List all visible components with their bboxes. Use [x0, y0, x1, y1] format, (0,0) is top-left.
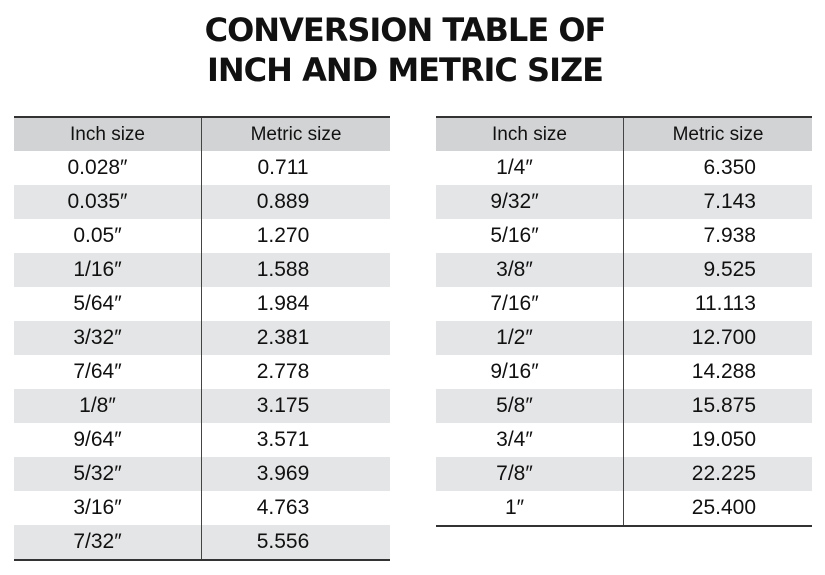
table-row — [436, 287, 812, 321]
table-row — [436, 151, 812, 185]
table-row — [436, 423, 812, 457]
metric-size-cell: 25.400 — [691, 496, 756, 519]
table-row — [436, 389, 812, 423]
table-header — [14, 116, 390, 151]
table-row — [436, 185, 812, 219]
inch-size-cell: 1″ — [436, 491, 624, 525]
metric-size-cell: 11.113 — [694, 292, 756, 315]
title-line-2: INCH AND METRIC SIZE — [206, 51, 604, 89]
table-bottom-rule — [436, 525, 812, 527]
table-body — [14, 151, 390, 559]
metric-size-cell: 2.381 — [256, 326, 310, 349]
inch-size-cell: 1/16″ — [14, 253, 202, 287]
metric-size-cell: 19.050 — [691, 428, 756, 451]
inch-size-cell: 0.035″ — [14, 185, 202, 219]
inch-size-cell: 7/32″ — [14, 525, 202, 559]
table-row — [436, 355, 812, 389]
inch-size-cell: 1/2″ — [436, 321, 624, 355]
inch-size-cell: 3/32″ — [14, 321, 202, 355]
metric-size-cell: 1.270 — [256, 224, 310, 247]
metric-size-cell: 12.700 — [691, 326, 756, 349]
table-row — [436, 219, 812, 253]
inch-size-cell: 3/8″ — [436, 253, 624, 287]
metric-size-cell: 22.225 — [691, 462, 756, 485]
inch-size-cell: 9/16″ — [436, 355, 624, 389]
inch-size-cell: 9/64″ — [14, 423, 202, 457]
inch-size-cell: 5/8″ — [436, 389, 624, 423]
page-title — [0, 10, 810, 90]
conversion-table-left — [14, 116, 390, 561]
table-row — [14, 491, 390, 525]
metric-size-cell: 0.889 — [256, 190, 310, 213]
inch-size-cell: 5/64″ — [14, 287, 202, 321]
inch-size-cell: 7/64″ — [14, 355, 202, 389]
column-header-inch: Inch size — [14, 118, 202, 151]
inch-size-cell: 3/4″ — [436, 423, 624, 457]
metric-size-cell: 7.938 — [703, 224, 756, 247]
inch-size-cell: 0.05″ — [14, 219, 202, 253]
inch-size-cell: 5/16″ — [436, 219, 624, 253]
metric-size-cell: 1.588 — [256, 258, 310, 281]
table-row — [14, 457, 390, 491]
metric-size-cell: 9.525 — [703, 258, 756, 281]
inch-size-cell: 7/8″ — [436, 457, 624, 491]
table-body — [436, 151, 812, 525]
table-row — [14, 287, 390, 321]
table-row — [436, 321, 812, 355]
inch-size-cell: 1/8″ — [14, 389, 202, 423]
table-row — [436, 253, 812, 287]
table-row — [14, 185, 390, 219]
column-header-inch: Inch size — [436, 118, 624, 151]
metric-size-cell: 1.984 — [256, 292, 310, 315]
table-row — [14, 389, 390, 423]
metric-size-cell: 14.288 — [691, 360, 756, 383]
metric-size-cell: 3.175 — [256, 394, 310, 417]
metric-size-cell: 2.778 — [256, 360, 310, 383]
table-bottom-rule — [14, 559, 390, 561]
table-header — [436, 116, 812, 151]
inch-size-cell: 3/16″ — [14, 491, 202, 525]
title-line-1: CONVERSION TABLE OF — [204, 11, 606, 49]
table-row — [436, 457, 812, 491]
inch-size-cell: 9/32″ — [436, 185, 624, 219]
table-row — [14, 219, 390, 253]
metric-size-cell: 5.556 — [256, 530, 310, 553]
table-row — [436, 491, 812, 525]
table-row — [14, 423, 390, 457]
inch-size-cell: 1/4″ — [436, 151, 624, 185]
table-row — [14, 525, 390, 559]
conversion-table-right — [436, 116, 812, 527]
metric-size-cell: 3.571 — [256, 428, 310, 451]
column-header-metric: Metric size — [250, 124, 342, 145]
metric-size-cell: 15.875 — [691, 394, 756, 417]
table-row — [14, 355, 390, 389]
column-header-metric: Metric size — [672, 124, 764, 145]
inch-size-cell: 7/16″ — [436, 287, 624, 321]
table-row — [14, 151, 390, 185]
table-row — [14, 321, 390, 355]
inch-size-cell: 5/32″ — [14, 457, 202, 491]
metric-size-cell: 4.763 — [256, 496, 310, 519]
table-row — [14, 253, 390, 287]
metric-size-cell: 0.711 — [257, 156, 309, 179]
inch-size-cell: 0.028″ — [14, 151, 202, 185]
metric-size-cell: 6.350 — [703, 156, 756, 179]
metric-size-cell: 7.143 — [703, 190, 756, 213]
metric-size-cell: 3.969 — [256, 462, 310, 485]
